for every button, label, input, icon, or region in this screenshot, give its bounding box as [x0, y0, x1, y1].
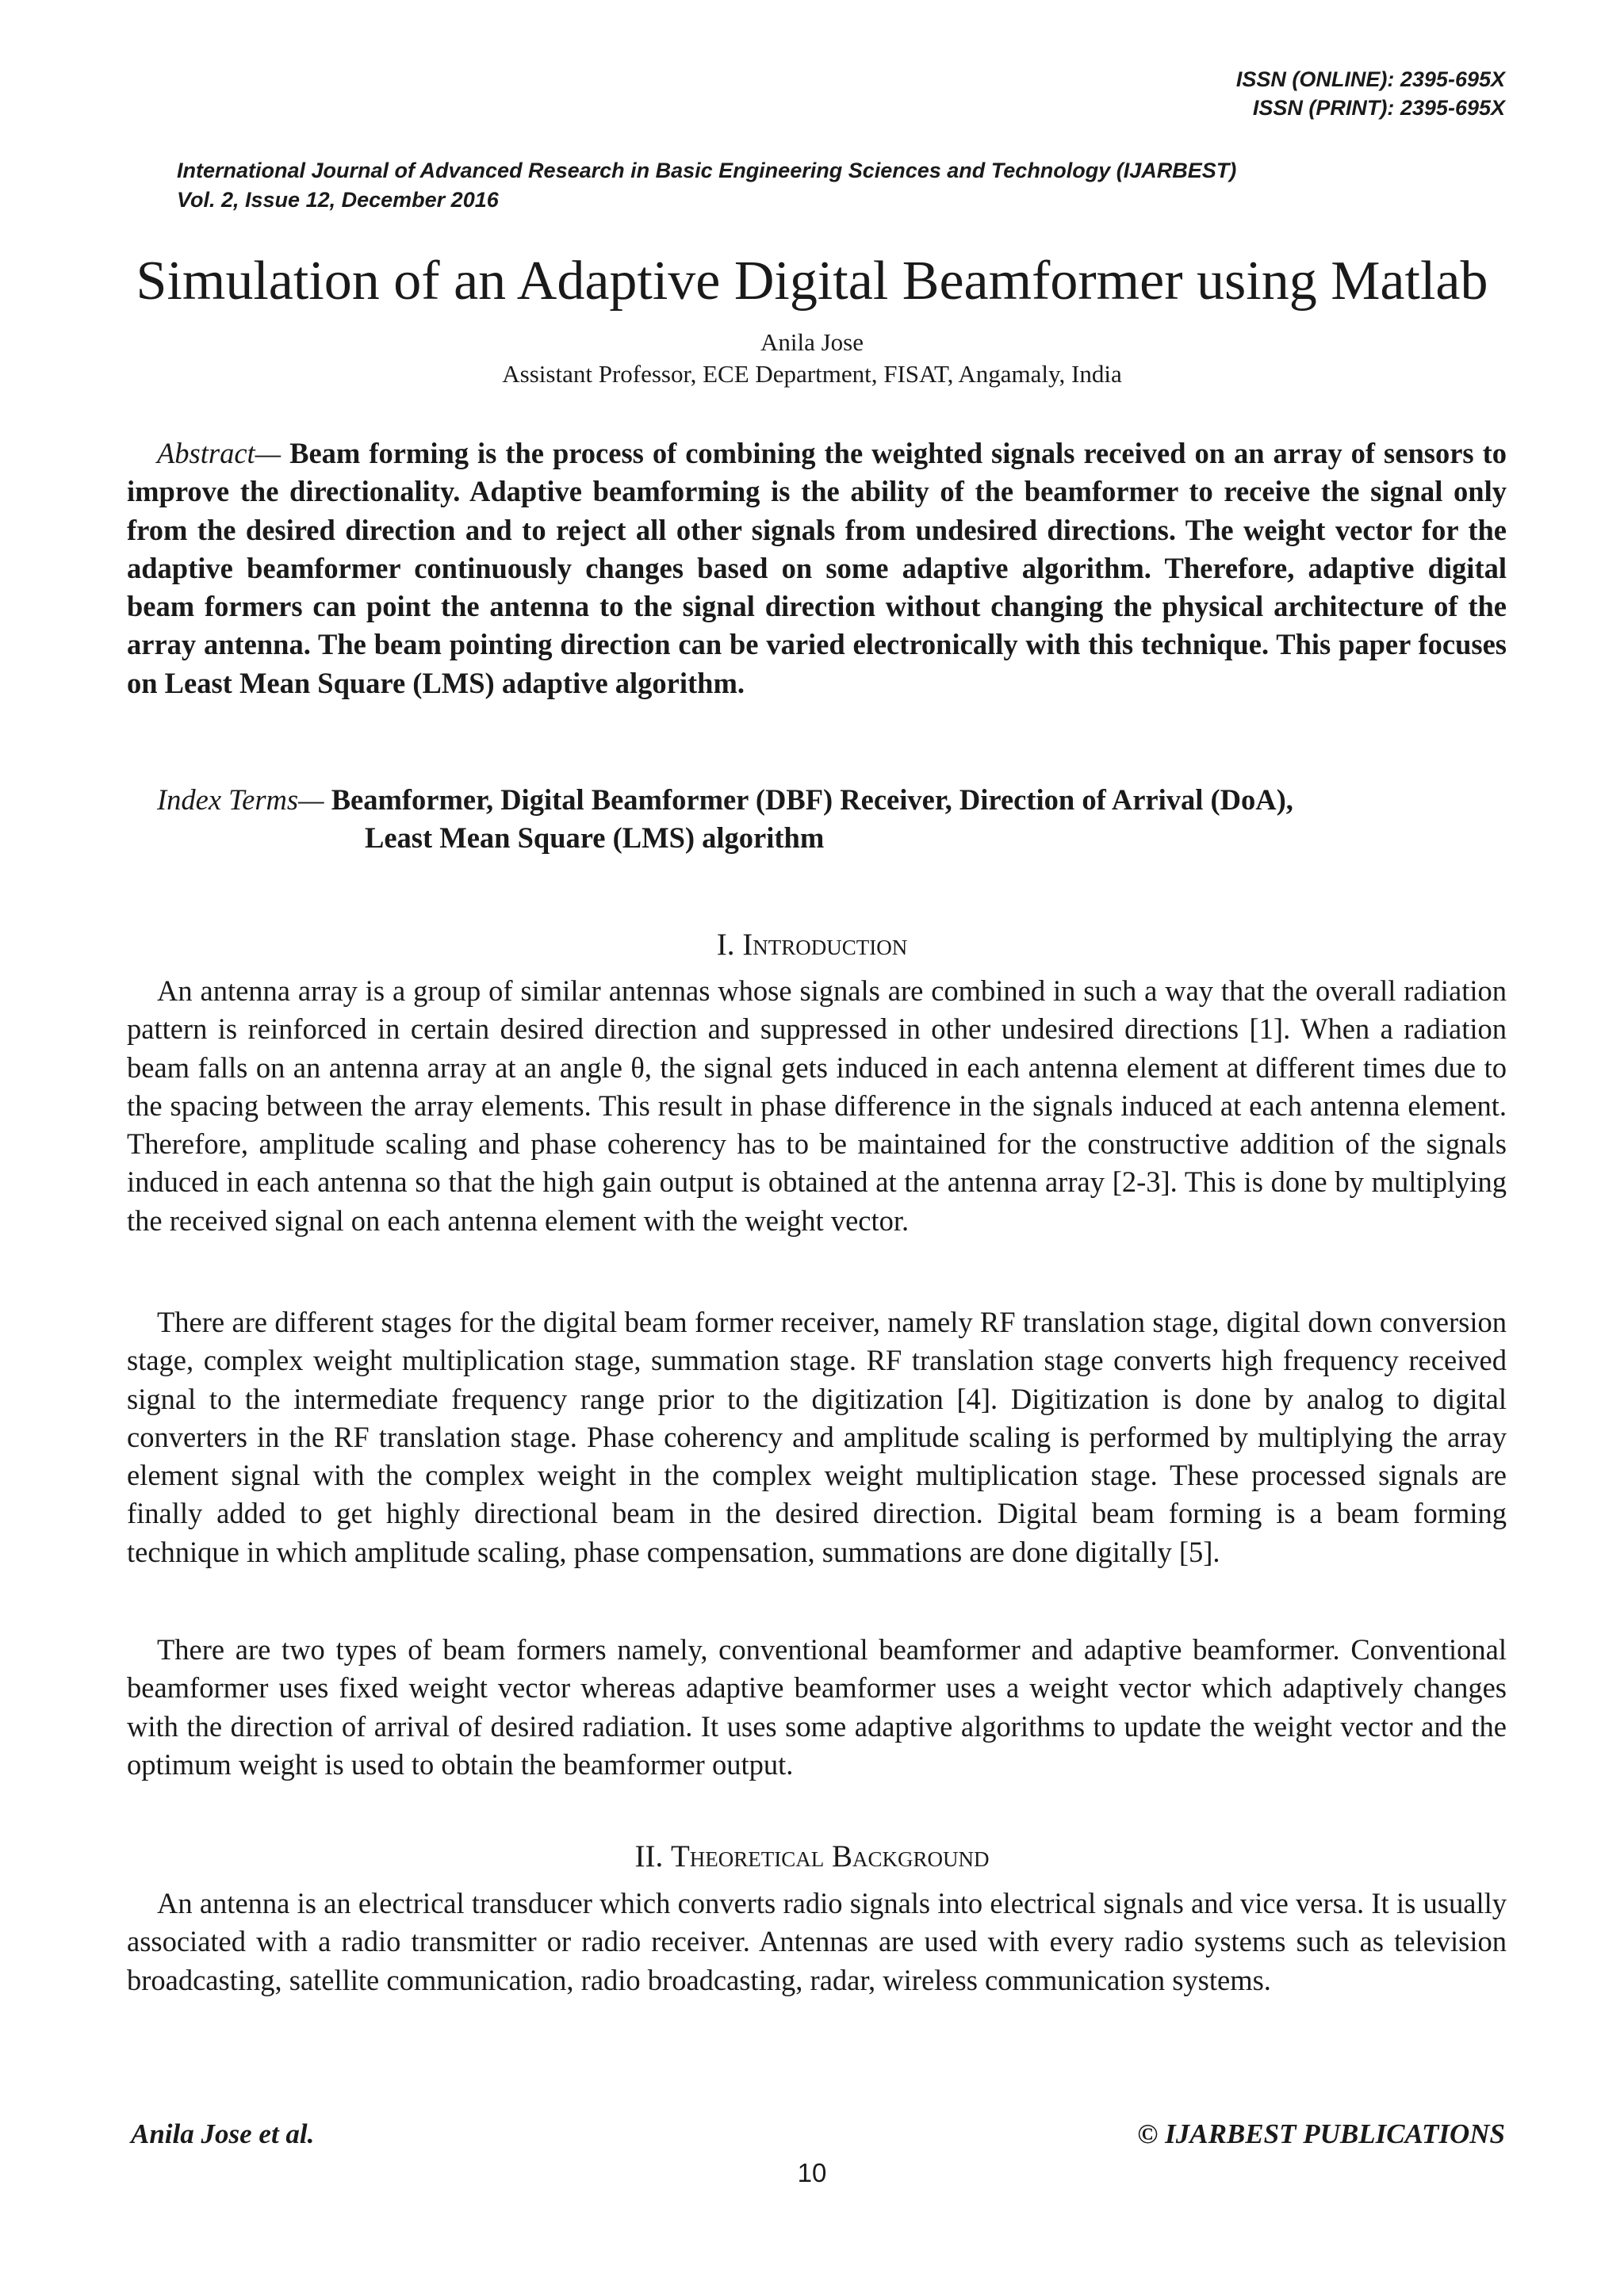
section-number: II.	[634, 1839, 664, 1873]
issn-online: ISSN (ONLINE): 2395-695X	[1235, 67, 1505, 91]
volume-issue: Vol. 2, Issue 12, December 2016	[177, 188, 499, 212]
footer-author: Anila Jose et al.	[131, 2118, 315, 2149]
index-terms	[157, 781, 1293, 858]
footer-publisher: © IJARBEST PUBLICATIONS	[1137, 2118, 1505, 2149]
paper-title: Simulation of an Adaptive Digital Beamformer using Matlab	[136, 251, 1488, 312]
section-title: Introduction	[742, 928, 908, 962]
author-block	[119, 327, 1505, 390]
issn-print: ISSN (PRINT): 2395-695X	[1252, 96, 1505, 120]
abstract-text: Beam forming is the process of combining the weighted signals received on an array of sensors to improve the directionality. Adaptive beamforming is the ability of the beamformer to receive the signal only from the desired direction and to reject all other signals from undesired directions. The weight vector for the adaptive beamformer continuously changes based on some adaptive algorithm. Therefore, adaptive digital beam formers can point the antenna to the signal direction without changing the physical architecture of the array antenna. The beam pointing direction can be varied electronically with this technique. This paper focuses on Least Mean Square (LMS) adaptive algorithm.	[127, 437, 1507, 699]
index-terms-line-1: Beamformer, Digital Beamformer (DBF) Receiver, Direction of Arrival (DoA),	[331, 783, 1293, 816]
abstract	[127, 434, 1507, 702]
paragraph: There are two types of beam formers namely, conventional beamformer and adaptive beamformer. Conventional beamformer uses fixed weight vector whereas adaptive beamformer uses a weight vector which adaptively changes with the direction of arrival of desired radiation. It uses some adaptive algorithms to update the weight vector and the optimum weight is used to obtain the beamformer output.	[127, 1633, 1507, 1781]
index-terms-label: Index Terms—	[157, 783, 324, 816]
section-heading-theoretical-background	[119, 1838, 1505, 1876]
section-heading-introduction	[119, 926, 1505, 964]
page-number: 10	[797, 2158, 827, 2187]
paragraph: An antenna array is a group of similar antennas whose signals are combined in such a way that the overall radiation pattern is reinforced in certain desired direction and suppressed in other undesired directions [1]. When a radiation beam falls on an antenna array at an angle θ, the signal gets induced in each antenna element at different times due to the spacing between the array elements. This result in phase difference in the signals induced at each antenna element. Therefore, amplitude scaling and phase coherency has to be maintained for the constructive addition of the signals induced in each antenna so that the high gain output is obtained at the antenna array [2-3]. This is done by multiplying the received signal on each antenna element with the weight vector.	[127, 974, 1507, 1237]
journal-name: International Journal of Advanced Research in Basic Engineering Sciences and Technology (IJARBEST)	[177, 159, 1237, 182]
index-terms-line-2: Least Mean Square (LMS) algorithm	[365, 821, 825, 855]
section-number: I.	[716, 928, 735, 962]
abstract-label: Abstract—	[157, 437, 282, 469]
author-affiliation: Assistant Professor, ECE Department, FISAT, Angamaly, India	[502, 360, 1122, 388]
paragraph: An antenna is an electrical transducer which converts radio signals into electrical signals and vice versa. It is usually associated with a radio transmitter or radio receiver. Antennas are used with every radio systems such as television broadcasting, satellite communication, radio broadcasting, radar, wireless communication systems.	[127, 1887, 1507, 1996]
section-title: Theoretical Background	[670, 1839, 990, 1873]
issn-block	[1236, 65, 1505, 122]
author-name: Anila Jose	[760, 328, 864, 356]
journal-header	[177, 156, 1236, 215]
paragraph: There are different stages for the digital beam former receiver, namely RF translation stage, digital down conversion stage, complex weight multiplication stage, summation stage. RF translation stage converts high frequency received signal to the intermediate frequency range prior to the digitization [4]. Digitization is done by analog to digital converters in the RF translation stage. Phase coherency and amplitude scaling is performed by multiplying the array element signal with the complex weight in the complex weight multiplication stage. These processed signals are finally added to get highly directional beam in the desired direction. Digital beam forming is a beam forming technique in which amplitude scaling, phase compensation, summations are done digitally [5].	[127, 1306, 1507, 1568]
